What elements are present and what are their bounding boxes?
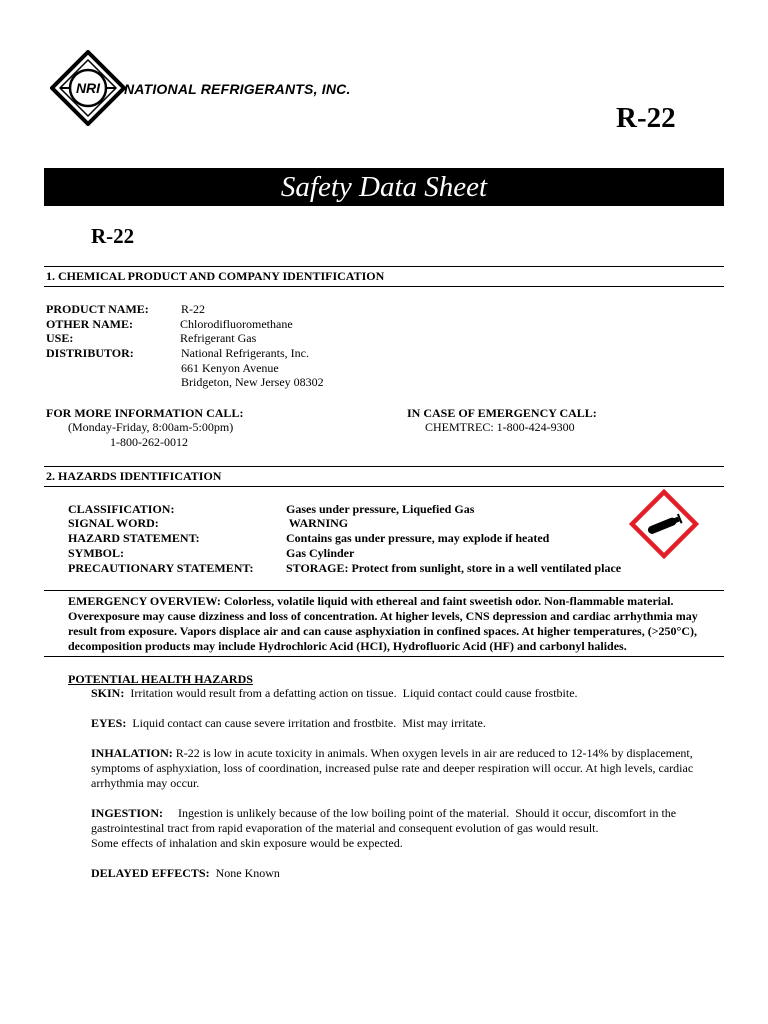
product-heading: R-22 xyxy=(91,224,135,248)
inhalation-text: R-22 is low in acute toxicity in animals. When oxygen levels in air are reduced to 12-14% by displacement, symptoms of asphyxiation, loss of coordination, increased pulse rate and deeper respiration will occur. At high levels, cardiac arrhythmia may occur. xyxy=(91,746,694,790)
address-line: Bridgeton, New Jersey 08302 xyxy=(181,375,324,389)
emergency-call-label: IN CASE OF EMERGENCY CALL: xyxy=(407,406,597,420)
field-value: Gases under pressure, Liquefied Gas xyxy=(286,502,475,516)
overview-rule xyxy=(44,590,724,591)
field-value: R-22 xyxy=(181,302,205,316)
eyes-paragraph xyxy=(91,716,721,731)
eyes-text: Liquid contact can cause severe irritation and frostbite. Mist may irritate. xyxy=(126,716,486,730)
delayed-effects-paragraph xyxy=(91,866,721,881)
field-value: Chlorodifluoromethane xyxy=(180,317,293,331)
ingestion-label: INGESTION: xyxy=(91,806,164,820)
field-value: National Refrigerants, Inc. xyxy=(181,346,309,360)
field-value: Gas Cylinder xyxy=(286,546,355,560)
info-call-label: FOR MORE INFORMATION CALL: xyxy=(46,406,244,420)
section-2-heading: 2. HAZARDS IDENTIFICATION xyxy=(46,469,222,483)
section-rule xyxy=(44,466,724,467)
ingestion-paragraph xyxy=(91,806,721,836)
title-banner xyxy=(44,168,724,206)
gas-cylinder-icon xyxy=(629,489,699,559)
address-line: 661 Kenyon Avenue xyxy=(181,361,279,375)
field-label: PRECAUTIONARY STATEMENT: xyxy=(68,561,254,575)
section-rule xyxy=(44,486,724,487)
field-value: STORAGE: Protect from sunlight, store in a well ventilated place xyxy=(286,561,622,575)
ingestion-text: Ingestion is unlikely because of the low boiling point of the material. Should it occur, discomfort in the gastrointestinal tract from rapid evaporation of the material and consequent evolution of gas would result. xyxy=(91,806,680,835)
section-rule xyxy=(44,266,724,267)
logo-text: NRI xyxy=(75,80,101,96)
info-call-phone: 1-800-262-0012 xyxy=(110,435,188,449)
skin-paragraph xyxy=(91,686,721,701)
skin-text: Irritation would result from a defatting action on tissue. Liquid contact could cause frostbite. xyxy=(124,686,578,700)
delayed-effects-text: None Known xyxy=(209,866,280,880)
inhalation-paragraph xyxy=(91,746,726,791)
nri-logo xyxy=(50,50,126,126)
info-call-hours: (Monday-Friday, 8:00am-5:00pm) xyxy=(68,420,234,434)
field-label: USE: xyxy=(46,331,74,345)
eyes-label: EYES: xyxy=(91,716,127,730)
field-label: SIGNAL WORD: xyxy=(68,516,159,530)
emergency-overview: EMERGENCY OVERVIEW: Colorless, volatile liquid with ethereal and faint sweetish odor. Non-flammable material. Overexposure may cause dizziness and loss of concentration. At higher levels, CNS depression and cardiac arrhythmia may result from exposure. Vapors displace air and can cause asphyxiation in confined spaces. At higher temperatures, (>250°C), decomposition products may include Hydrochloric Acid (HCI), Hydrofluoric Acid (HF) and carbonyl halides. xyxy=(68,594,698,653)
field-label: PRODUCT NAME: xyxy=(46,302,149,316)
field-label: CLASSIFICATION: xyxy=(68,502,175,516)
field-value: WARNING xyxy=(286,516,349,530)
field-label: DISTRIBUTOR: xyxy=(46,346,134,360)
field-value: Contains gas under pressure, may explode if heated xyxy=(286,531,550,545)
overview-rule xyxy=(44,656,724,657)
field-label: OTHER NAME: xyxy=(46,317,133,331)
ingestion-text-2: Some effects of inhalation and skin exposure would be expected. xyxy=(91,836,403,850)
company-name: NATIONAL REFRIGERANTS, INC. xyxy=(124,81,351,97)
field-value: Refrigerant Gas xyxy=(180,331,257,345)
health-hazards-heading: POTENTIAL HEALTH HAZARDS xyxy=(68,672,253,686)
banner-title: Safety Data Sheet xyxy=(280,171,488,203)
field-label: SYMBOL: xyxy=(68,546,125,560)
section-rule xyxy=(44,286,724,287)
field-label: HAZARD STATEMENT: xyxy=(68,531,200,545)
product-code: R-22 xyxy=(616,102,676,134)
skin-label: SKIN: xyxy=(91,686,125,700)
emergency-call-phone: CHEMTREC: 1-800-424-9300 xyxy=(425,420,575,434)
inhalation-label: INHALATION: xyxy=(91,746,173,760)
delayed-effects-label: DELAYED EFFECTS: xyxy=(91,866,210,880)
section-1-heading: 1. CHEMICAL PRODUCT AND COMPANY IDENTIFICATION xyxy=(46,269,385,283)
